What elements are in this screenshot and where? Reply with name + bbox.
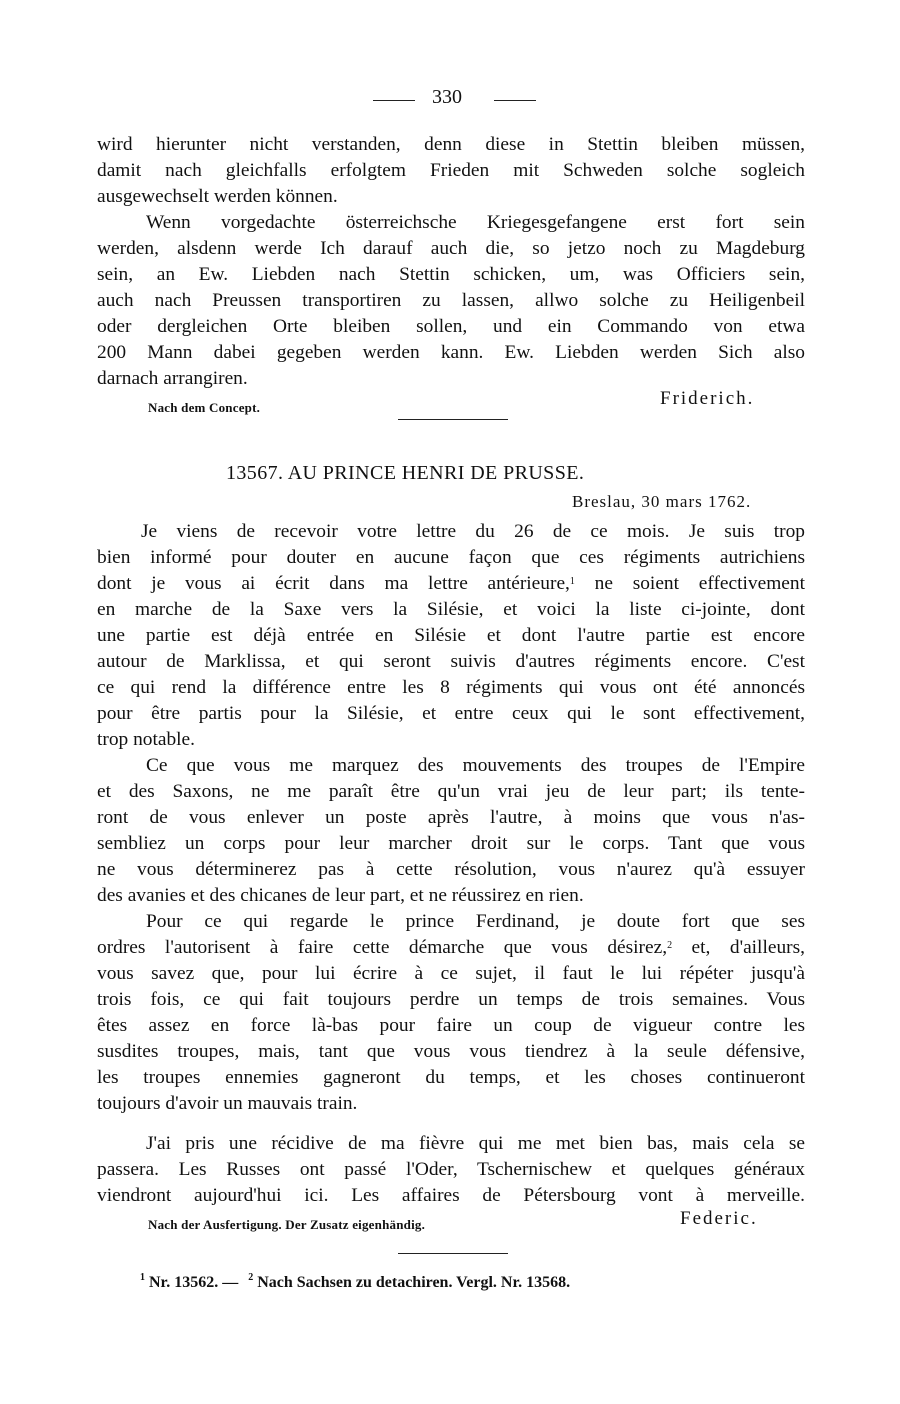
text-line: trois fois, ce qui fait toujours perdre un temps de trois semaines. Vous bbox=[97, 989, 805, 1010]
signature-2: Federic. bbox=[680, 1208, 758, 1229]
text-line: une partie est déjà entrée en Silésie et dont l'autre partie est encore bbox=[97, 625, 805, 646]
text-line: passera. Les Russes ont passé l'Oder, Tschernischew et quelques généraux bbox=[97, 1159, 805, 1180]
text-line: ne vous déterminerez pas à cette résolution, vous n'aurez qu'à essuyer bbox=[97, 859, 805, 880]
text-line: ront de vous enlever un poste après l'autre, à moins que vous n'as- bbox=[97, 807, 805, 828]
drop-initial-line: Je viens de recevoir votre lettre du 26 de ce mois. Je suis trop bbox=[141, 521, 805, 542]
text-line: J'ai pris une récidive de ma fièvre qui me met bien bas, mais cela se bbox=[146, 1133, 805, 1154]
header-rule-left bbox=[373, 100, 415, 101]
text-line: trop notable. bbox=[97, 729, 196, 750]
text-line: ce qui rend la différence entre les 8 régiments qui vous ont été annoncés bbox=[97, 677, 805, 698]
text-line: pour être partis pour la Silésie, et entre ceux qui le sont effectivement, bbox=[97, 703, 805, 724]
letter-heading: 13567. AU PRINCE HENRI DE PRUSSE. bbox=[226, 462, 585, 484]
text-line: Ce que vous me marquez des mouvements des troupes de l'Empire bbox=[146, 755, 805, 776]
footnote-2: Nach Sachsen zu detachiren. Vergl. Nr. 13568. bbox=[257, 1274, 571, 1291]
text-line: êtes assez en force là-bas pour faire un coup de vigueur contre les bbox=[97, 1015, 805, 1036]
text-line: damit nach gleichfalls erfolgtem Frieden mit Schweden solche sogleich bbox=[97, 160, 805, 181]
section-divider bbox=[398, 419, 508, 420]
text-line: autour de Marklissa, et qui seront suivis d'autres régiments encore. C'est bbox=[97, 651, 805, 672]
signature-1: Friderich. bbox=[660, 388, 755, 409]
text-line: darnach arrangiren. bbox=[97, 368, 248, 389]
text-line: en marche de la Saxe vers la Silésie, et voici la liste ci-jointe, dont bbox=[97, 599, 805, 620]
text-line: susdites troupes, mais, tant que vous vous tiendrez à la seule défensive, bbox=[97, 1041, 805, 1062]
text-line: et des Saxons, ne me paraît être qu'un vrai jeu de leur part; ils tente- bbox=[97, 781, 805, 802]
text-line: dont je vous ai écrit dans ma lettre antérieure,$^1$ ne soient effectivement bbox=[97, 573, 805, 594]
page-number: 330 bbox=[432, 86, 462, 108]
text-line: les troupes ennemies gagneront du temps, et les choses continueront bbox=[97, 1067, 805, 1088]
text-line: bien informé pour douter en aucune façon que ces régiments autrichiens bbox=[97, 547, 805, 568]
footnote-mark: 1 bbox=[140, 1272, 145, 1283]
text-line: viendront aujourd'hui ici. Les affaires de Pétersbourg vont à merveille. bbox=[97, 1185, 805, 1206]
footnote-1: Nr. 13562. — bbox=[149, 1274, 239, 1291]
text-line bbox=[141, 519, 805, 545]
text-line: Pour ce qui regarde le prince Ferdinand, je doute fort que ses bbox=[146, 911, 805, 932]
text-line: des avanies et des chicanes de leur part, et ne réussirez en rien. bbox=[97, 885, 584, 906]
footnotes bbox=[140, 1274, 570, 1292]
text-line: werden, alsdenn werde Ich darauf auch die, so jetzo noch zu Magdeburg bbox=[97, 238, 805, 259]
footnote-mark: 2 bbox=[248, 1272, 254, 1283]
text-line: wird hierunter nicht verstanden, denn diese in Stettin bleiben müssen, bbox=[97, 134, 805, 155]
header-rule-right bbox=[494, 100, 536, 101]
text-line: 200 Mann dabei gegeben werden kann. Ew. Liebden werden Sich also bbox=[97, 342, 805, 363]
footnote-mark: 2 bbox=[667, 940, 673, 951]
dateline: Breslau, 30 mars 1762. bbox=[572, 492, 752, 511]
source-note-1: Nach dem Concept. bbox=[148, 400, 261, 415]
footnote-divider bbox=[398, 1253, 508, 1254]
text-line: sembliez un corps pour leur marcher droit sur le corps. Tant que vous bbox=[97, 833, 805, 854]
text-line: Wenn vorgedachte österreichsche Kriegesgefangene erst fort sein bbox=[146, 212, 805, 233]
text-line: oder dergleichen Orte bleiben sollen, und ein Commando von etwa bbox=[97, 316, 805, 337]
text-line: ausgewechselt werden können. bbox=[97, 186, 338, 207]
source-note-2: Nach der Ausfertigung. Der Zusatz eigenhändig. bbox=[148, 1217, 426, 1232]
footnote-mark: 1 bbox=[569, 576, 575, 587]
text-line: toujours d'avoir un mauvais train. bbox=[97, 1093, 358, 1114]
text-line: auch nach Preussen transportiren zu lassen, allwo solche zu Heiligenbeil bbox=[97, 290, 805, 311]
text-line: ordres l'autorisent à faire cette démarche que vous désirez,$^2$ et, d'ailleurs, bbox=[97, 937, 805, 958]
text-line: vous savez que, pour lui écrire à ce sujet, il faut le lui répéter jusqu'à bbox=[97, 963, 805, 984]
text-line: sein, an Ew. Liebden nach Stettin schicken, um, was Officiers sein, bbox=[97, 264, 805, 285]
